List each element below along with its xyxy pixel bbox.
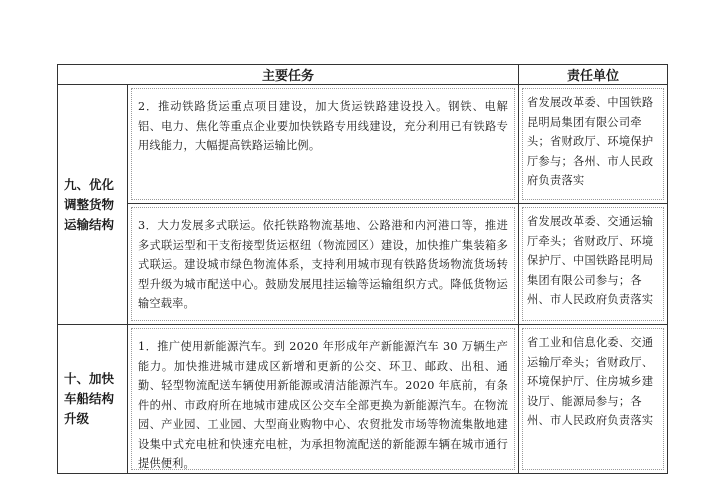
task-text: 2．推动铁路货运重点项目建设，加大货运铁路建设投入。钢铁、电解铝、电力、焦化等重点企业要加快铁路专用线建设，充分利用已有铁路专用线能力，大幅提高铁路运输比例。 xyxy=(131,88,515,200)
task-cell xyxy=(128,325,519,474)
table-row xyxy=(58,85,668,204)
unit-text: 省工业和信息化委、交通运输厅牵头；省财政厅、环境保护厅、住房城乡建设厅、能源局参与；各州、市人民政府负责落实 xyxy=(522,328,664,470)
task-cell xyxy=(128,85,519,204)
task-cell xyxy=(128,204,519,325)
task-table xyxy=(57,64,668,474)
table-header-row xyxy=(58,65,668,85)
table-row xyxy=(58,325,668,474)
unit-text: 省发展改革委、交通运输厅牵头；省财政厅、环境保护厅、中国铁路昆明局集团有限公司参与；各州、市人民政府负责落实 xyxy=(522,207,664,321)
header-main-task: 主要任务 xyxy=(58,65,519,85)
unit-text: 省发展改革委、中国铁路昆明局集团有限公司牵头；省财政厅、环境保护厅参与；各州、市人民政府负责落实 xyxy=(522,88,664,200)
task-text: 1．推广使用新能源汽车。到 2020 年形成年产新能源汽车 30 万辆生产能力。加快推进城市建成区新增和更新的公交、环卫、邮政、出租、通勤、轻型物流配送车辆使用新能源或清洁能源汽车。2020 年底前，有条件的州、市政府所在地城市建成区公交车全部更换为新能源汽车。在物流园、产业园、工业园、大型商业购物中心、农贸批发市场等物流集散地建设集中式充电桩和快速充电桩，为承担物流配送的新能源车辆在城市通行提供便利。 xyxy=(131,328,515,470)
header-responsible-unit: 责任单位 xyxy=(519,65,668,85)
category-cell: 十、加快车船结构升级 xyxy=(58,325,128,474)
unit-cell xyxy=(519,204,668,325)
unit-cell xyxy=(519,325,668,474)
task-text: 3．大力发展多式联运。依托铁路物流基地、公路港和内河港口等，推进多式联运型和干支衔接型货运枢纽（物流园区）建设，加快推广集装箱多式联运。建设城市绿色物流体系，支持利用城市现有铁路货场物流货场转型升级为城市配送中心。鼓励发展甩挂运输等运输组织方式。降低货物运输空载率。 xyxy=(131,207,515,321)
category-cell: 九、优化调整货物运输结构 xyxy=(58,85,128,325)
unit-cell xyxy=(519,85,668,204)
table-row xyxy=(58,204,668,325)
